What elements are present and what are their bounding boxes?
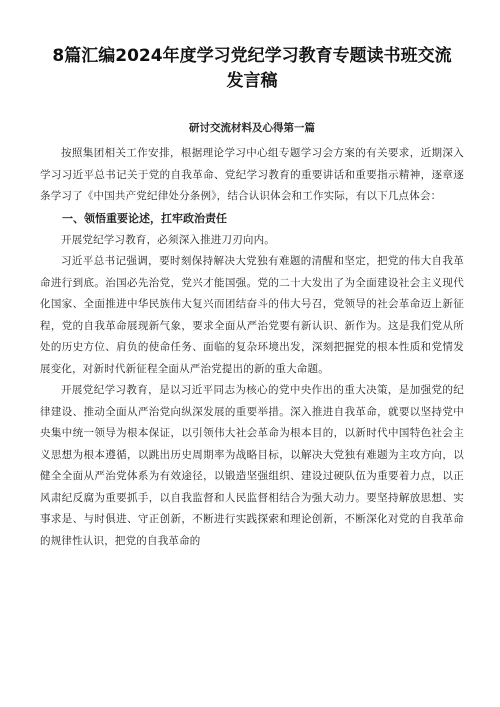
section-heading-1: 一、领悟重要论述，扛牢政治责任 [62, 211, 227, 225]
document-title [40, 44, 464, 94]
title-line-2: 发言稿 [226, 71, 278, 91]
paragraph-3: 开展党纪学习教育，是以习近平同志为核心的党中央作出的重大决策，是加强党的纪律建设、推动全面从严治党向纵深发展的重要举措。深入推进自我革命，就要以坚持党中央集中统一领导为根本保证，以引领伟大社会革命为根本目的，以新时代中国特色社会主义思想为根本遵循，以跳出历史周期率为战略目标，以解决大党独有难题为主攻方向，以健全全面从严治党体系为有效途径，以锻造坚强组织、建设过硬队伍为重要着力点，以正风肃纪反腐为重要抓手，以自我监督和人民监督相结合为强大动力。要坚持解放思想、实事求是、与时俱进、守正创新，不断进行实践探索和理论创新，不断深化对党的自我革命的规律性认识，把党的自我革命的 [40, 384, 464, 547]
paragraph-2: 习近平总书记强调，要时刻保持解决大党独有难题的清醒和坚定，把党的伟大自我革命进行到底。治国必先治党，党兴才能国强。党的二十大发出了为全面建设社会主义现代化国家、全面推进中华民族伟大复兴而团结奋斗的伟大号召，党领导的社会革命迈上新征程，党的自我革命展现新气象，要求全面从严治党要有新认识、新作为。这是我们党从所处的历史方位、肩负的使命任务、面临的复杂环境出发，深刻把握党的根本性质和党情发展变化，对新时代新征程全面从严治党提出的新的重大命题。 [40, 255, 464, 375]
intro-paragraph: 按照集团相关工作安排，根据理论学习中心组专题学习会方案的有关要求，近期深入学习习近平总书记关于党的自我革命、党纪学习教育的重要讲话和重要指示精神，逐章逐条学习了《中国共产党纪律处分条例》，结合认识体会和工作实际，有以下几点体会： [40, 147, 464, 202]
document-subtitle: 研讨交流材料及心得第一篇 [189, 122, 315, 134]
title-line-1: 8篇汇编2024年度学习党纪学习教育专题读书班交流 [52, 46, 452, 66]
paragraph-1: 开展党纪学习教育，必须深入推进刀刃向内。 [61, 233, 275, 246]
